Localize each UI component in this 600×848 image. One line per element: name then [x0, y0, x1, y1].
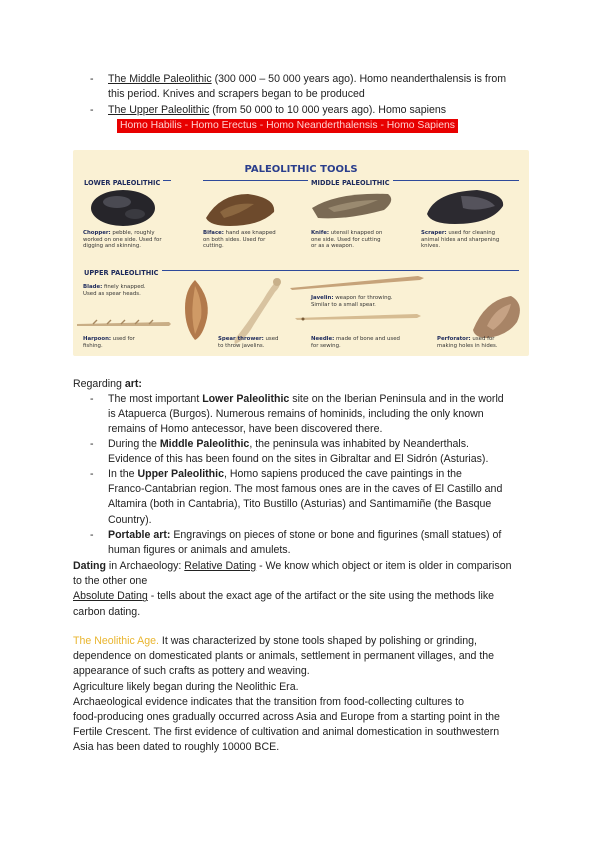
- bullet-text: is Atapuerca (Burgos). Numerous remains of hominids, including the only known: [108, 408, 484, 421]
- tool-name: Blade:: [83, 284, 103, 290]
- tool-desc: animal hides and sharpening: [421, 236, 500, 243]
- knife-image: [308, 186, 398, 226]
- tool-desc: one side. Used for cutting: [311, 236, 381, 243]
- javelin-image: [288, 272, 428, 292]
- bullet-text: The most important: [108, 393, 203, 405]
- bullet-dash: -: [90, 468, 94, 480]
- neolithic-heading: The Neolithic Age.: [73, 635, 159, 647]
- term-middle-paleolithic: The Middle Paleolithic: [108, 73, 212, 85]
- term-upper-paleolithic: The Upper Paleolithic: [108, 104, 210, 116]
- bold-term: Upper Paleolithic: [137, 468, 224, 480]
- neolithic-text: food-producing ones gradually occurred across Asia and Europe from a starting point in the: [73, 711, 500, 724]
- tool-desc: made of bone and used: [334, 336, 400, 342]
- neolithic-text: Fertile Crescent. The first evidence of cultivation and animal domestication in southwestern: [73, 726, 500, 739]
- section-label-middle: MIDDLE PALEOLITHIC: [308, 176, 393, 191]
- tool-desc: to throw javelins.: [218, 342, 265, 349]
- harpoon-image: [73, 316, 173, 330]
- chopper-image: [83, 186, 163, 228]
- section-label-lower: LOWER PALEOLITHIC: [81, 176, 163, 191]
- bullet-text: remains of Homo antecessor, have been discovered there.: [108, 423, 383, 436]
- tool-desc: worked on one side. Used for: [83, 236, 162, 243]
- bullet-dash: -: [90, 393, 94, 405]
- bullet-text: , Homo sapiens produced the cave paintings in the: [224, 468, 462, 480]
- tool-name: Needle:: [311, 336, 335, 342]
- art-bullet-upper: [90, 467, 530, 528]
- art-intro: [73, 377, 533, 392]
- caption-chopper: [83, 230, 188, 250]
- dating-text: carbon dating.: [73, 605, 141, 618]
- caption-scraper: [421, 230, 526, 250]
- caption-spear-thrower: [218, 336, 308, 349]
- bullet-middle-paleolithic: [90, 72, 530, 102]
- neolithic-text: dependence on domesticated plants or animals, settlement in permanent villages, and the: [73, 650, 495, 663]
- tool-name: Scraper:: [421, 230, 447, 236]
- tool-name: Spear thrower:: [218, 336, 264, 342]
- caption-needle: [311, 336, 421, 349]
- bullet-text: Country).: [108, 513, 152, 526]
- neolithic-text: Archaeological evidence indicates that the transition from food-collecting cultures to: [73, 695, 465, 708]
- tool-desc: used: [263, 336, 279, 342]
- tool-desc: weapon for throwing.: [333, 295, 393, 301]
- caption-blade: [83, 284, 173, 297]
- bold-term: Portable art:: [108, 529, 171, 541]
- neolithic-text: It was characterized by stone tools shaped by polishing or grinding,: [158, 635, 477, 647]
- bullet-dash: -: [90, 104, 94, 116]
- tool-desc: or as a weapon.: [311, 243, 354, 250]
- figure-title: PALEOLITHIC TOOLS: [244, 164, 358, 175]
- tool-desc: fishing.: [83, 342, 103, 349]
- tool-name: Perforator:: [437, 336, 471, 342]
- bold-term: Middle Paleolithic: [159, 438, 250, 450]
- tool-desc: digging and skinning.: [83, 243, 141, 250]
- tool-desc: knives.: [421, 243, 441, 250]
- tool-desc: making holes in hides.: [437, 342, 498, 349]
- bullet-text: (300 000 – 50 000 years ago). Homo neanderthalensis is from: [211, 73, 507, 85]
- bullet-text: site on the Iberian Peninsula and in the world: [289, 393, 504, 405]
- section-rule: [203, 180, 323, 181]
- section-label-upper: UPPER PALEOLITHIC: [81, 266, 162, 281]
- tool-desc: hand axe knapped: [223, 230, 276, 236]
- caption-harpoon: [83, 336, 163, 349]
- art-bullet-lower: [90, 392, 530, 438]
- neolithic-text: appearance of such crafts as pottery and weaving.: [73, 665, 310, 678]
- bullet-text: Engravings on pieces of stone or bone and figurines (small statues) of: [170, 529, 502, 541]
- dating-text: - We know which object or item is older in comparison: [256, 560, 512, 572]
- bullet-upper-paleolithic: [90, 103, 530, 118]
- bullet-text: Evidence of this has been found on the sites in Gibraltar and El Sidrón (Asturias).: [108, 453, 489, 466]
- bullet-text: Franco-Cantabrian region. The most famous ones are in the caves of El Castillo and: [108, 483, 503, 496]
- caption-biface: [203, 230, 303, 250]
- bold-term: Lower Paleolithic: [202, 393, 290, 405]
- bullet-text: human figures or animals and amulets.: [108, 544, 291, 557]
- bullet-dash: -: [90, 438, 94, 450]
- tool-desc: used for: [111, 336, 135, 342]
- neolithic-text: Asia has been dated to roughly 10000 BCE.: [73, 741, 280, 754]
- paleolithic-tools-figure: [73, 150, 529, 356]
- relative-dating-term: Relative Dating: [184, 560, 257, 572]
- neolithic-paragraph: [73, 634, 533, 756]
- absolute-dating-term: Absolute Dating: [73, 590, 148, 603]
- art-intro-text: Regarding: [73, 378, 125, 390]
- art-bullet-portable: [90, 528, 530, 558]
- art-intro-bold: art:: [124, 378, 142, 390]
- art-bullet-middle: [90, 437, 530, 467]
- tool-desc: on both sides. Used for: [203, 236, 266, 243]
- caption-knife: [311, 230, 411, 250]
- blade-image: [177, 278, 217, 342]
- tool-name: Harpoon:: [83, 336, 112, 342]
- dating-text: - tells about the exact age of the artifact or the site using the methods like: [147, 590, 495, 603]
- bullet-text: Altamira (both in Cantabria), Tito Bustillo (Asturias) and Santimamiñe (the Basque: [108, 498, 492, 511]
- tool-desc: utensil knapped on: [329, 230, 383, 236]
- tool-desc: used for cleaning: [446, 230, 496, 236]
- tool-desc: Similar to a small spear.: [311, 301, 376, 308]
- biface-image: [200, 188, 280, 230]
- tool-name: Biface:: [203, 230, 224, 236]
- bullet-dash: -: [90, 73, 94, 85]
- tool-desc: Used as spear heads.: [83, 290, 141, 297]
- caption-javelin: [311, 295, 421, 308]
- dating-text: to the other one: [73, 575, 148, 588]
- bullet-text: this period. Knives and scrapers began to be produced: [108, 88, 365, 101]
- tool-name: Knife:: [311, 230, 330, 236]
- bullet-text: In the: [108, 468, 138, 480]
- tool-name: Javelin:: [311, 295, 334, 301]
- bullet-text: (from 50 000 to 10 000 years ago). Homo sapiens: [209, 104, 447, 116]
- needle-image: [293, 310, 423, 324]
- tool-desc: pebble, roughly: [110, 230, 155, 236]
- perforator-image: [467, 290, 527, 340]
- tool-desc: finely knapped.: [102, 284, 146, 290]
- hominid-banner: Homo Habilis - Homo Erectus - Homo Neanderthalensis - Homo Sapiens: [117, 119, 458, 133]
- section-rule: [393, 180, 519, 181]
- caption-perforator: [437, 336, 527, 349]
- bullet-text: During the: [108, 438, 160, 450]
- neolithic-text: Agriculture likely began during the Neolithic Era.: [73, 680, 299, 693]
- dating-bold: Dating: [73, 560, 106, 572]
- tool-desc: for sewing.: [311, 342, 341, 349]
- bullet-dash: -: [90, 529, 94, 541]
- bullet-text: , the peninsula was inhabited by Neanderthals.: [249, 438, 469, 450]
- dating-text: in Archaeology:: [105, 560, 185, 572]
- dating-paragraph: [73, 559, 533, 620]
- scraper-image: [421, 184, 511, 228]
- tool-desc: cutting.: [203, 243, 224, 250]
- tool-name: Chopper:: [83, 230, 111, 236]
- tool-desc: used for: [470, 336, 495, 342]
